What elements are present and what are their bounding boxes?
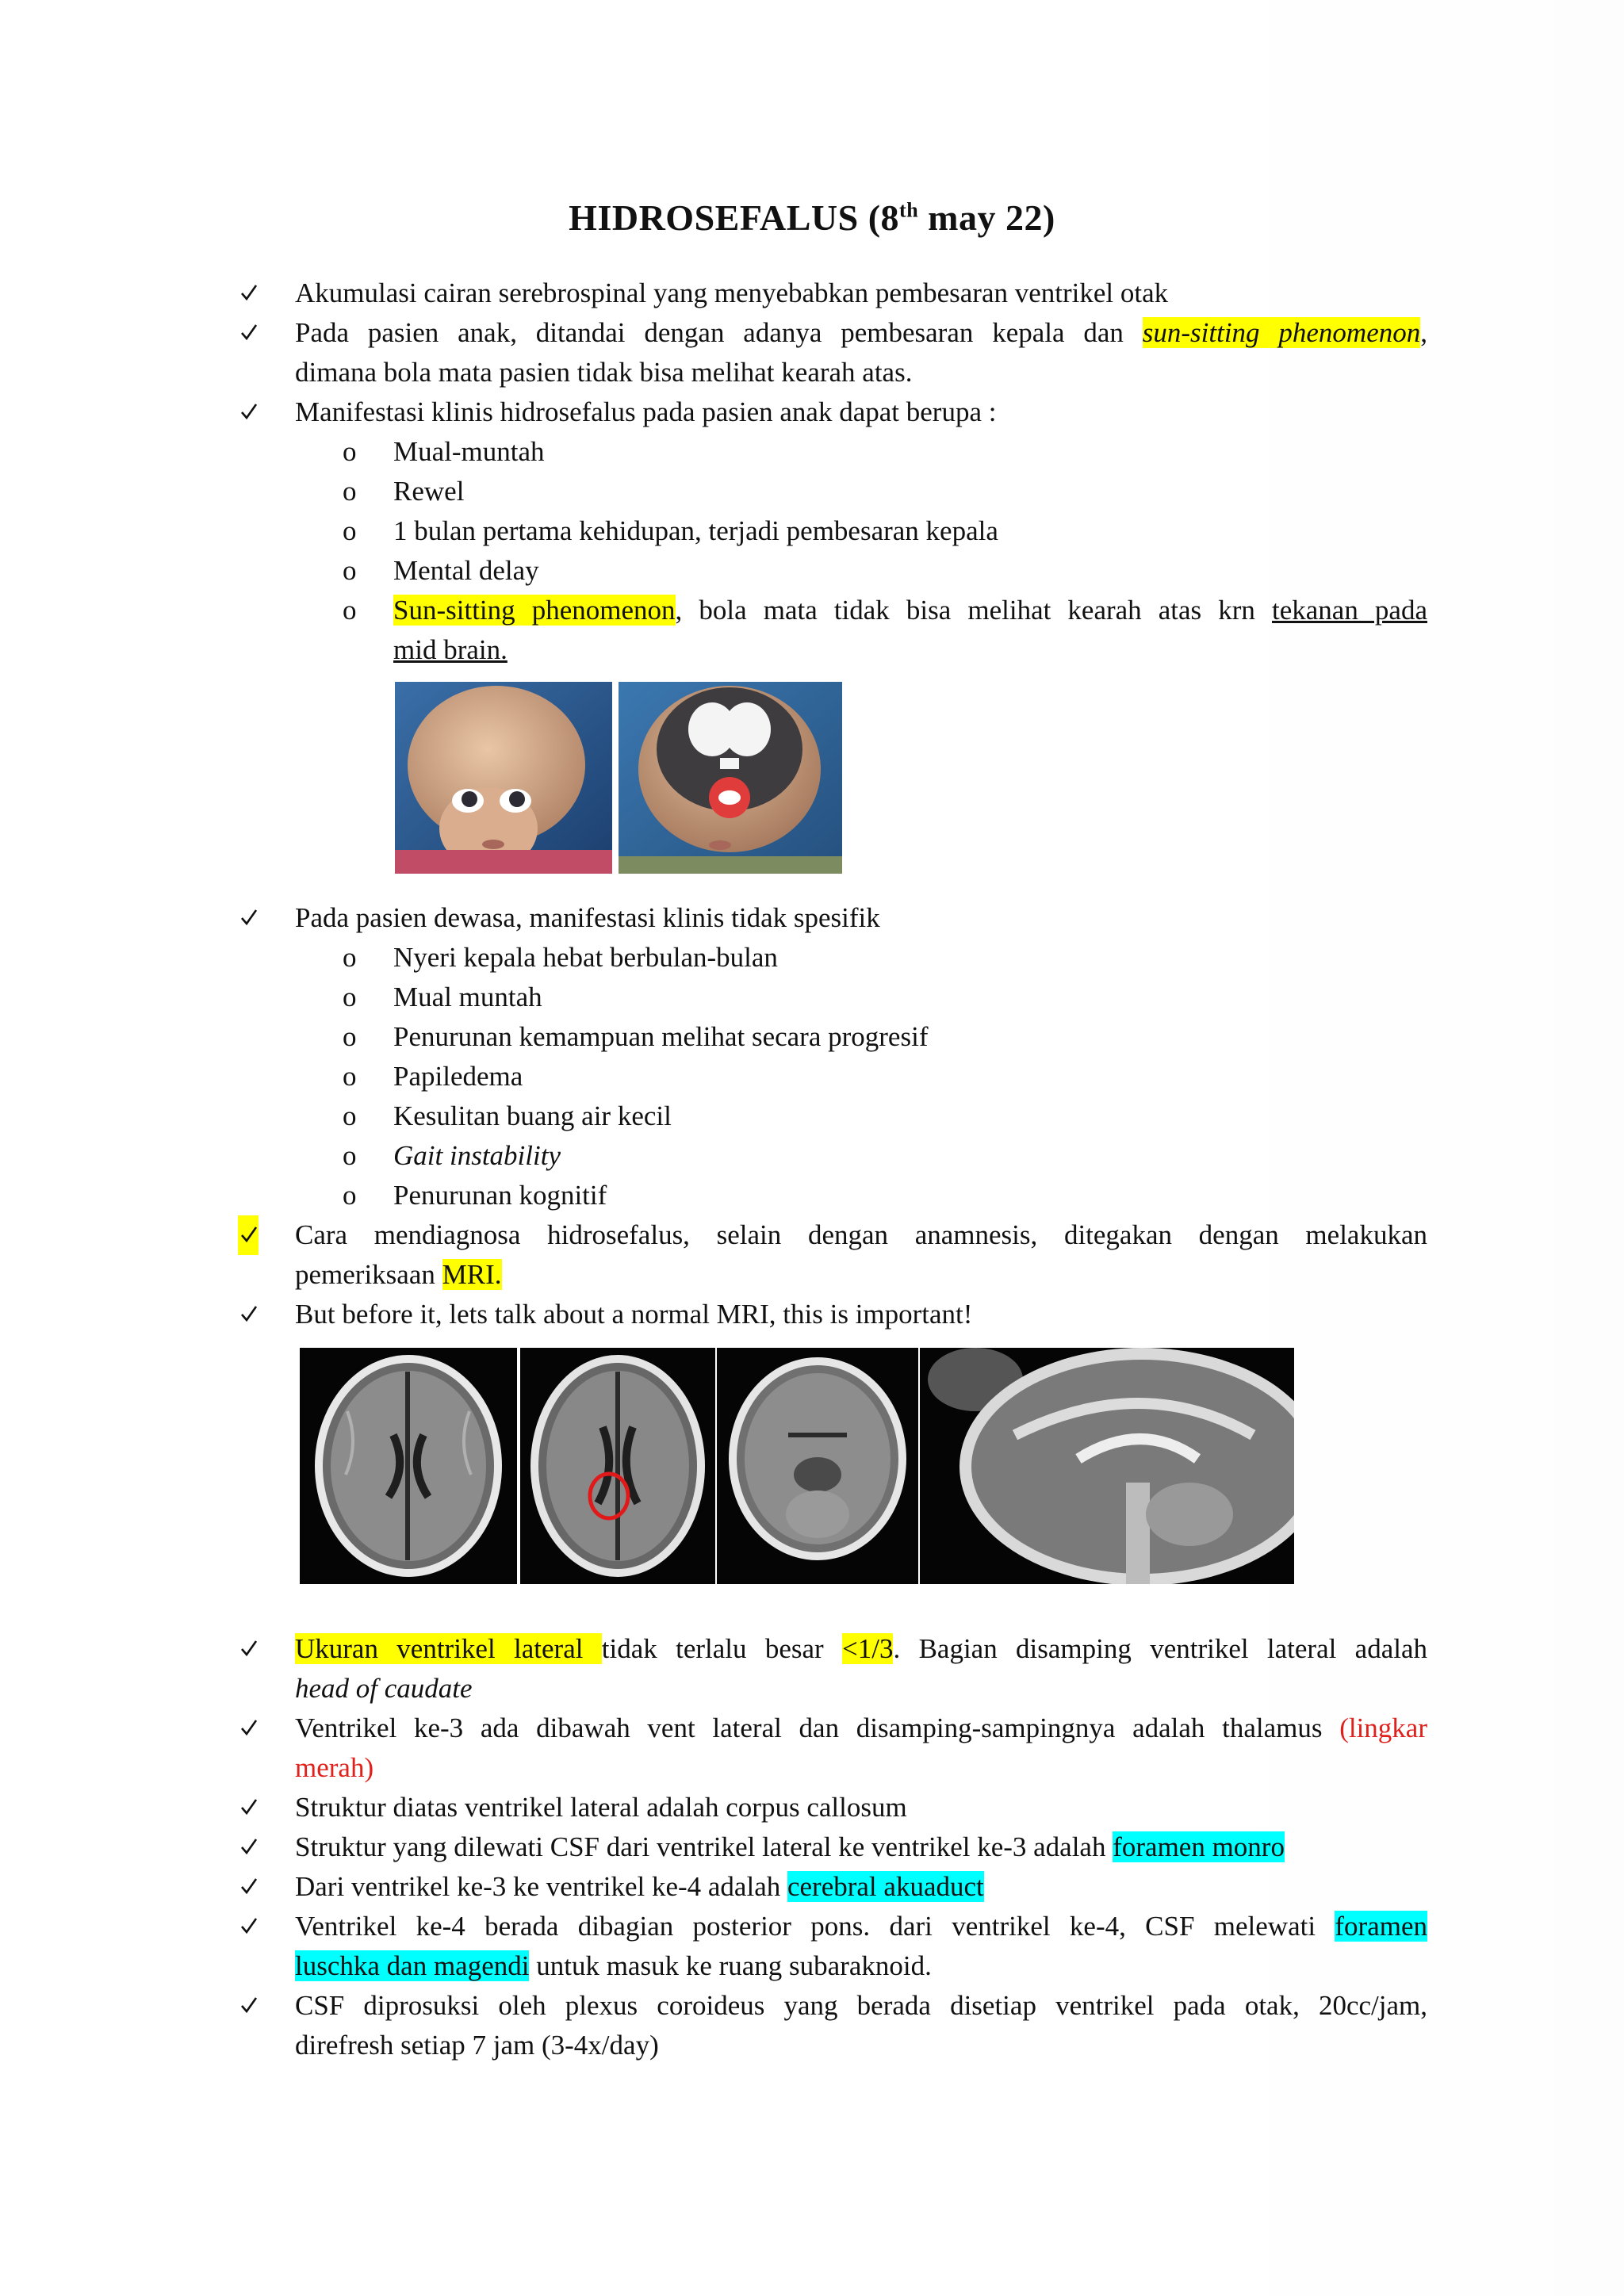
- item-text-line1: CSF diprosuksi oleh plexus coroideus yang berada disetiap ventrikel pada otak, 20cc/jam,: [295, 1990, 1427, 2021]
- item-text: But before it, lets talk about a normal MRI, this is important!: [295, 1299, 973, 1330]
- checklist-item: [238, 392, 1427, 432]
- item-text: Akumulasi cairan serebrospinal yang menyebabkan pembesaran ventrikel otak: [295, 277, 1169, 308]
- checklist-item: [238, 1827, 1427, 1867]
- italic-text: head of caudate: [295, 1673, 473, 1704]
- checklist-item: [238, 1215, 1427, 1295]
- baby-photo-1: [395, 682, 612, 874]
- text-run: Struktur yang dilewati CSF dari ventrikel lateral ke ventrikel ke-3 adalah: [295, 1831, 1113, 1862]
- item-text-line2: [295, 1946, 1427, 1986]
- mri-axial-2-annotated: [520, 1348, 715, 1584]
- item-text-line1: [295, 1907, 1427, 1946]
- bullet-icon: o: [343, 1180, 357, 1211]
- highlight-term: sun-sitting phenomenon: [1142, 317, 1421, 348]
- checklist-item: [238, 1295, 1427, 1334]
- sub-item-text: Penurunan kemampuan melihat secara progresif: [393, 1021, 929, 1052]
- checkmark-icon: [238, 1629, 259, 1669]
- red-text: merah): [295, 1752, 374, 1783]
- sub-item-text: [393, 1136, 1427, 1176]
- item-text: [295, 1827, 1427, 1867]
- checkmark-icon: [238, 1788, 259, 1827]
- baby-photo-2-annotated: [619, 682, 842, 874]
- item-text-line2: dimana bola mata pasien tidak bisa melihat kearah atas.: [295, 357, 913, 388]
- checkmark-icon: [238, 1709, 259, 1748]
- bullet-icon: o: [343, 555, 357, 586]
- highlight-term: MRI.: [442, 1259, 502, 1290]
- italic-text: Gait instability: [393, 1140, 561, 1171]
- sub-item-text: Rewel: [393, 476, 465, 507]
- mri-axial-3: [717, 1348, 918, 1584]
- red-text: (lingkar: [1339, 1712, 1427, 1743]
- title-main: HIDROSEFALUS (8: [569, 197, 900, 238]
- sub-item: [343, 1017, 1427, 1057]
- highlight-term: foramen: [1335, 1911, 1427, 1942]
- checklist-item: [238, 1709, 1427, 1788]
- item-text-line2: [295, 1748, 1427, 1788]
- item-text-line1: [295, 1709, 1427, 1748]
- item-text: Manifestasi klinis hidrosefalus pada pasien anak dapat berupa :: [295, 396, 997, 427]
- bullet-icon: o: [343, 942, 357, 973]
- sub-item-text: Nyeri kepala hebat berbulan-bulan: [393, 942, 778, 973]
- item-text: Pada pasien dewasa, manifestasi klinis tidak spesifik: [295, 902, 880, 933]
- item-text-line1: [295, 313, 1427, 353]
- sub-item: [343, 551, 1427, 591]
- bullet-icon: o: [343, 476, 357, 507]
- text-run: . Bagian disamping ventrikel lateral adalah: [893, 1633, 1428, 1664]
- item-text-line2: direfresh setiap 7 jam (3-4x/day): [295, 2030, 659, 2061]
- sub-item-text: Mental delay: [393, 555, 539, 586]
- checkmark-icon: [238, 1215, 259, 1255]
- bullet-icon: o: [343, 515, 357, 546]
- checklist-item: [238, 313, 1427, 392]
- sub-item-text: Penurunan kognitif: [393, 1180, 607, 1211]
- checklist-item: [238, 1986, 1427, 2065]
- bullet-icon: o: [343, 1061, 357, 1092]
- checkmark-icon: [238, 313, 259, 353]
- text-run: tidak terlalu besar: [601, 1633, 843, 1664]
- sub-item-text: Papiledema: [393, 1061, 523, 1092]
- sub-item-text: Mual-muntah: [393, 436, 545, 467]
- item-text: [295, 1867, 1427, 1907]
- sub-item: [343, 591, 1427, 670]
- sub-item-text: 1 bulan pertama kehidupan, terjadi pembesaran kepala: [393, 515, 998, 546]
- checklist-item: [238, 1907, 1427, 1986]
- sub-item: [343, 1136, 1427, 1176]
- checkmark-icon: [238, 1867, 259, 1907]
- bullet-icon: o: [343, 1100, 357, 1131]
- checklist-item: [238, 274, 1427, 313]
- highlight-term: Ukuran ventrikel lateral: [295, 1633, 602, 1664]
- checkmark-icon: [238, 274, 259, 313]
- page-title: [0, 197, 1624, 239]
- bullet-icon: o: [343, 595, 357, 626]
- item-text: Struktur diatas ventrikel lateral adalah corpus callosum: [295, 1792, 907, 1823]
- bullet-icon: o: [343, 1021, 357, 1052]
- mri-axial-1: [300, 1348, 517, 1584]
- highlight-term: cerebral akuaduct: [787, 1871, 984, 1902]
- checklist-item: [238, 1867, 1427, 1907]
- text-run: ,: [1420, 317, 1427, 348]
- item-text-line1: [295, 1629, 1427, 1669]
- sub-item: [343, 432, 1427, 472]
- mri-sagittal: [920, 1348, 1294, 1584]
- highlight-term: <1/3: [842, 1633, 894, 1664]
- item-text-line1: Cara mendiagnosa hidrosefalus, selain dengan anamnesis, ditegakan dengan melakukan: [295, 1219, 1427, 1250]
- sub-item: [343, 978, 1427, 1017]
- bullet-icon: o: [343, 436, 357, 467]
- text-run: Pada pasien anak, ditandai dengan adanya pembesaran kepala dan: [295, 317, 1143, 348]
- checkmark-icon: [238, 898, 259, 938]
- text-run: Dari ventrikel ke-3 ke ventrikel ke-4 adalah: [295, 1871, 787, 1902]
- item-text-line2: [295, 1669, 1427, 1709]
- text-run: Ventrikel ke-3 ada dibawah vent lateral dan disamping-sampingnya adalah thalamus: [295, 1712, 1340, 1743]
- sub-item: [343, 938, 1427, 978]
- highlight-term: Sun-sitting phenomenon: [393, 595, 676, 626]
- sub-item-text-line2: [393, 630, 1427, 670]
- sub-item: [343, 1057, 1427, 1096]
- bullet-icon: o: [343, 1140, 357, 1171]
- bullet-icon: o: [343, 982, 357, 1012]
- checkmark-icon: [238, 392, 259, 432]
- checklist-item: [238, 898, 1427, 938]
- sub-item: [343, 1176, 1427, 1215]
- underlined-text: tekanan pada: [1272, 595, 1428, 626]
- checkmark-icon: [238, 1986, 259, 2026]
- title-rest: may 22): [918, 197, 1055, 238]
- sub-item: [343, 1096, 1427, 1136]
- checklist-item: [238, 1629, 1427, 1709]
- text-run: untuk masuk ke ruang subaraknoid.: [529, 1950, 932, 1981]
- checklist-item: [238, 1788, 1427, 1827]
- highlight-term: foramen monro: [1113, 1831, 1285, 1862]
- highlight-term: luschka dan magendi: [295, 1950, 530, 1981]
- checkmark-icon: [238, 1295, 259, 1334]
- underlined-text: mid brain.: [393, 634, 508, 665]
- sub-item-text: Mual muntah: [393, 982, 542, 1012]
- checkmark-icon: [238, 1907, 259, 1946]
- checkmark-icon: [238, 1827, 259, 1867]
- sub-item: [343, 511, 1427, 551]
- title-sup: th: [899, 198, 919, 222]
- sub-item-text: Kesulitan buang air kecil: [393, 1100, 672, 1131]
- text-run: pemeriksaan: [295, 1259, 442, 1290]
- text-run: , bola mata tidak bisa melihat kearah atas krn: [675, 595, 1273, 626]
- sub-item-text-line1: [393, 591, 1427, 630]
- sub-item: [343, 472, 1427, 511]
- item-text-line2: [295, 1255, 1427, 1295]
- text-run: Ventrikel ke-4 berada dibagian posterior pons. dari ventrikel ke-4, CSF melewati: [295, 1911, 1335, 1942]
